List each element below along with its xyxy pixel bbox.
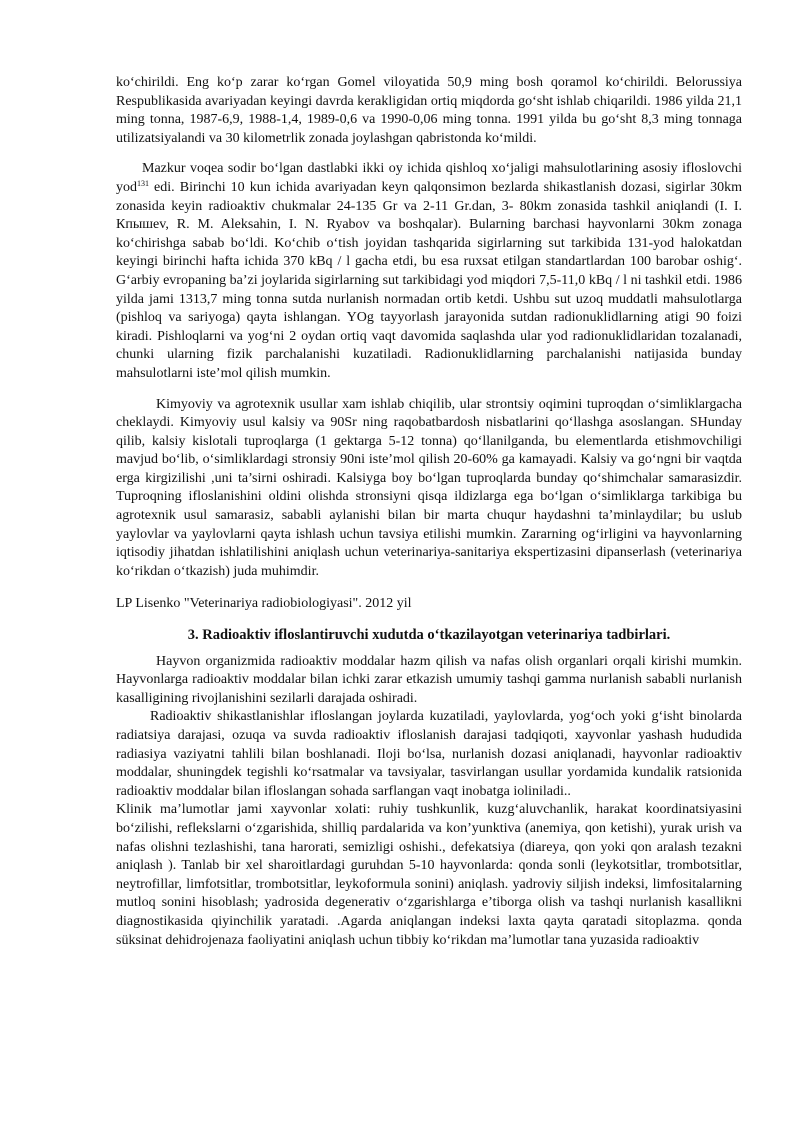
section-heading: 3. Radioaktiv ifloslantiruvchi xudutda o‘tkazilayotgan veterinariya tadbirlari. <box>187 627 671 644</box>
paragraph-radioactive-damage: Radioaktiv shikastlanishlar ifloslangan joylarda kuzatiladi, yaylovlarda, yog‘och yoki g‘isht binolarda radiatsiya darajasi, ozuqa va suvda radioaktiv ifloslanish darajasi tadqiqoti, xayvonlar yashash hududida radiasiya vaziyatni tahlili bilan boshlanadi. Iloji bo‘lsa, nurlanish dozasi aniqlanadi, hayvonlar radioaktiv moddalar, shuningdek tegishli ko‘rsatmalar va tavsiyalar, tasvirlangan usullar yordamida kundalik ratsionida radioaktiv moddalar bilan ifloslangan sohada sarflangan vaqt inobatga ioliniladі.. <box>116 709 742 799</box>
paragraph-radioactive-intake: Hayvon organizmida radioaktiv moddalar hazm qilish va nafas olish organlari orqali kirishi mumkin. Hayvonlarga radioaktiv moddalar bilan ichki zarar etkazish umumiy tashqi gamma nurlanish sababli nurlanish kasalligining rivojlanishini sezilarli darajada oshiradi. <box>116 653 742 706</box>
paragraph-livestock-relocation: ko‘chirildi. Eng ko‘p zarar ko‘rgan Gomel viloyatida 50,9 ming bosh qoramol ko‘chirildi. Belorussiya Respublikasida avariyadan keyingi davrda kerakligidan ortiq miqdorda go‘sht ishlab chiqarildi. 1986 yilda 21,1 ming tonna, 1987-6,9, 1988-1,4, 1989-0,6 va 1990-0,06 ming tonna. 1991 yilda bu go‘sht 8,3 ming tonnaga utilizatsiyalandi va 30 kilometrlik zonada joylashgan qabristonda ko‘mildi. <box>116 75 742 146</box>
superscript-iodine-131: 131 <box>137 178 149 188</box>
paragraph-clinical-data: Klinik ma’lumotlar jami xayvonlar xolati: ruhiy tushkunlik, kuzg‘aluvchanlik, harakat koordinatsiyasini bo‘zilishi, reflekslarni o‘zgarishida, shilliq pardalarida va kon’yunktiva (anemiya, qon ketishi), yurak urish va nafas olishni tezlashishi, tana harorati, semizligi oshishi., defekatsiya (diareya, qon yoki qon aralash tezakni aniqlash ). Tanlab bir xel sharoitlardagi guruhdan 5-10 hayvonlarda: qonda sonli (leykotsitlar, trombotsitlar, neytrofillar, limfotsitlar, trombotsitlar, leykoformula sonini) aniqlash. yadroviy siljish indeksi, limfositalarning mutloq sonini hisoblash; yadrosida degenerativ o‘zgarishlarga e’tiborga olish va tashqi nurlanish kasallikni diagnostikasida qiyinchilik yaratadi. .Agarda aniqlangan indeksi laxta qayta qaratadi sitoplazma. qonda süksinat dehidrojenaza faoliyatini aniqlash uchun tibbiy ko‘rikdan ma’lumotlar tana yuzasida radioaktiv <box>116 802 742 948</box>
paragraph-iodine-contamination <box>116 160 742 383</box>
source-citation: LP Lisenko "Veterinariya radiobiologiyasi". 2012 yil <box>116 596 412 612</box>
document-page <box>116 74 742 950</box>
paragraph-iodine-part2: edi. Birinchi 10 kun ichida avariyadan keyn qalqonsimon bezlarda shikastlanish dozasi, sigirlar 30km zonasida keyin radioaktiv chukmalar 24-135 Gr va 2-11 Gr.dan, 3- 80km zonasida tashkil aniqlandi (I. I. Кпышev, R. M. Aleksahin, I. N. Ryabov va boshqalar). Bularning barchasi hayvonlarni 30km zonaga ko‘chirishga sabab bo‘ldi. Ko‘chib o‘tish joyidan tashqarida sigirlarning sut tarkibida 131-yod halokatdan keyingi birinchi hafta ichida 370 kBq / l gacha etdi, bu esa ruxsat etilgan standartlardan 100 barobar oshig‘. G‘arbiy evropaning ba’zi joylarida sigirlarning sut tarkibidagi yod miqdori 7,5-11,0 kBq / l ni tashkil etdi. 1986 yilda jami 1313,7 ming tonna sutda nurlanish normadan ortib ketdi. Ushbu sut uzoq muddatli mahsulotlarga (pishloq va sariyoga) qayta ishlangan. YOg tayyorlash jarayonida sutdan radionuklidlarning atigi 90 foizi kiradi. Pishloqlarni va yog‘ni 2 oydan ortiq vaqt davomida saqlashda ular yod radionuklidlaridan tozalanadi, chunki ularning fizik parchalanishi kuzatiladi. Radionuklidlarning parchalanishi natijasida bunday mahsulotlarni iste’mol qilish mumkin. <box>116 179 742 381</box>
paragraph-iodine-part1: Mazkur voqea sodir bo‘lgan dastlabki ikki oy ichida qishloq xo‘jaligi mahsulotlarining asosiy ifloslovchi yod <box>116 161 742 195</box>
paragraph-chemical-agrotechnical-methods: Kimyoviy va agrotexnik usullar xam ishlab chiqilib, ular strontsiy oqimini tuproqdan o‘simliklargacha cheklaydi. Kimyoviy usul kalsiy va 90Sr ning raqobatbardosh nisbatlarini qo‘llashga asoslangan. SHunday qilib, kalsiy kislotali tuproqlarga (1 gektarga 5-12 tonna) qo‘llanilganda, bu elementlarda etishmovchiligi mavjud bo‘lib, o‘simliklardagi stronsiy 90ni iste’mol qilish 20-60% ga kamayadi. Kalsiy va go‘ngni bir vaqtda erga kirgizilishi ,uni ta’sirni oshiradi. Kalsiyga boy bo‘lgan tuproqlarda bunday qo‘shimchalar samarasizdir. Tuproqning ifloslanishini oldini olishda stronsiyni qisqa ildizlarga ega bo‘lgan o‘simliklarga tarkibiga bu agrotexnik usul samarasiz, sababli aylanishi bilan bir marta chuqur haydashni ta’minlaydilar; bu uslub yaylovlar va yaylovlarni qayta ishlash uchun tavsiya etilishi mumkin. Zararning og‘irligini va hayvonlarning iqtisodiy jihatdan ishlatilishini aniqlash uchun veterinariya-sanitariya ekspertizasini dipanserlash (veterinariya ko‘rikdan o‘tkazish) juda muhimdir. <box>116 396 742 579</box>
